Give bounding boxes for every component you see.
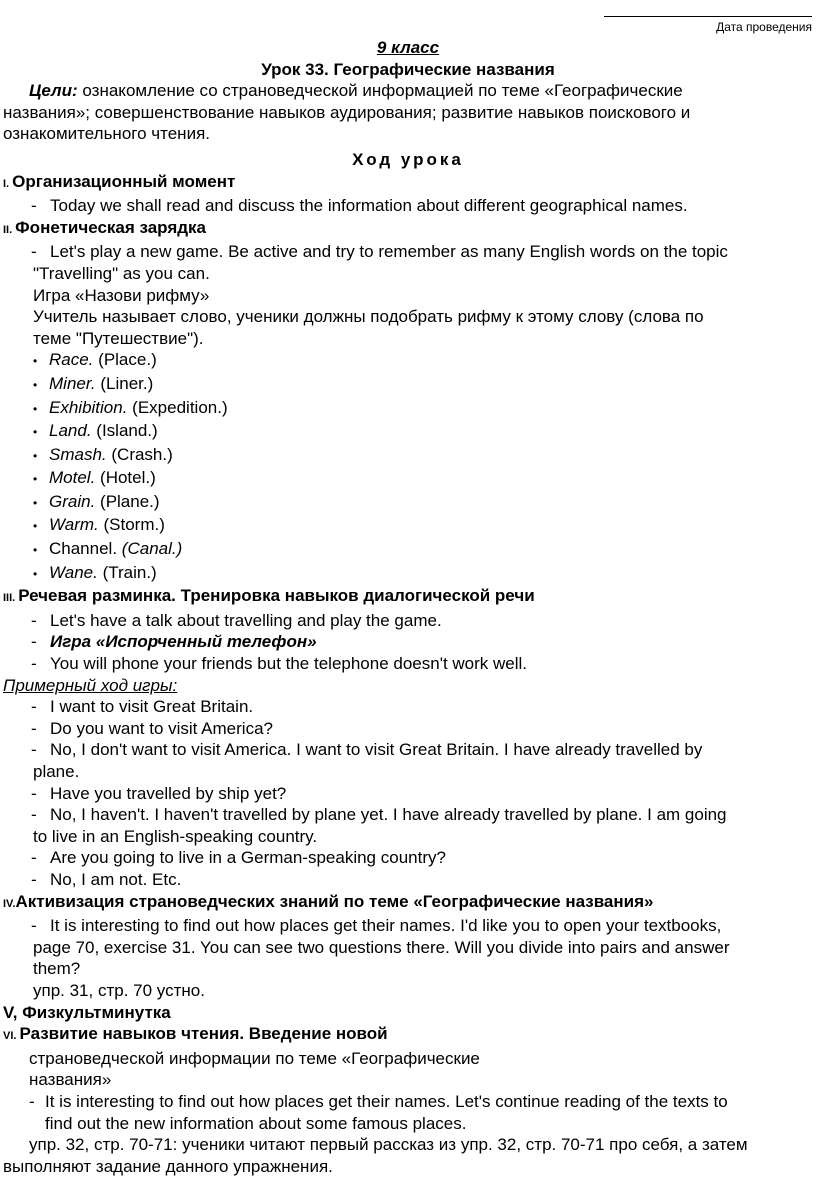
section-2-line-2: "Travelling" as you can. xyxy=(33,263,210,283)
rhyme-answer: (Island.) xyxy=(96,421,158,441)
goals-text-1: ознакомление со страноведческой информацией по теме «Географические xyxy=(77,81,683,101)
section-4-title: Активизация страноведческих знаний по теме «Географические названия» xyxy=(15,891,654,911)
grade-heading: 9 класс xyxy=(376,38,440,57)
section-4-number: IV. xyxy=(3,897,16,910)
rhyme-answer: (Plane.) xyxy=(100,491,160,511)
section-3-text-1: Let's have a talk about travelling and play the game. xyxy=(50,610,442,630)
game-desc-1: Учитель называет слово, ученики должны подобрать рифму к этому слову (слова по xyxy=(33,307,704,327)
dialog-line: - Do you want to visit America? xyxy=(31,718,273,738)
rhyme-item: • Land. (Island.) xyxy=(33,421,158,441)
section-2-title: Фонетическая зарядка xyxy=(15,217,207,237)
rhyme-answer: (Expedition.) xyxy=(132,397,228,417)
section-4-heading xyxy=(3,891,813,916)
goals-line-1 xyxy=(3,80,813,102)
rhyme-answer: (Storm.) xyxy=(103,515,165,535)
section-3-title: Речевая разминка. Тренировка навыков диалогической речи xyxy=(18,586,535,606)
dialog-line: - No, I haven't. I haven't travelled by plane yet. I have already travelled by plane. I am going xyxy=(31,805,727,825)
rhyme-word: Land. xyxy=(49,421,92,441)
rhyme-item: • Miner. (Liner.) xyxy=(33,373,154,393)
rhyme-word: Warm. xyxy=(49,515,99,535)
dialog-line: - No, I don't want to visit America. I want to visit Great Britain. I have already travelled by xyxy=(31,740,703,760)
section-6-line-1: - It is interesting to find out how places get their names. Let's continue reading of the texts to xyxy=(29,1091,728,1111)
rhyme-answer: (Canal.) xyxy=(121,539,183,559)
section-4-line-1: - It is interesting to find out how places get their names. I'd like you to open your textbooks, xyxy=(31,916,722,936)
dialog-text: Do you want to visit America? xyxy=(50,718,273,738)
rhyme-word: Wane. xyxy=(49,562,98,582)
section-3-line-2: - Игра «Испорченный телефон» xyxy=(31,632,317,652)
game-title: Игра «Назови рифму» xyxy=(33,285,210,305)
date-label: Дата проведения xyxy=(716,20,812,34)
rhyme-answer: (Place.) xyxy=(98,350,157,370)
date-underline xyxy=(604,16,812,17)
dialog-line: - I want to visit Great Britain. xyxy=(31,697,254,717)
section-1-text: Today we shall read and discuss the information about different geographical names. xyxy=(50,196,688,216)
rhyme-word: Grain. xyxy=(49,491,96,511)
section-6-title-2: страноведческой информации по теме «Географические xyxy=(29,1048,480,1068)
section-6-line-4: выполняют задание данного упражнения. xyxy=(3,1156,333,1176)
section-5-title: Физкультминутка xyxy=(22,1002,171,1022)
rhyme-item: • Smash. (Crash.) xyxy=(33,444,173,464)
section-3-text-3: You will phone your friends but the telephone doesn't work well. xyxy=(50,654,528,674)
section-2-heading xyxy=(3,217,813,242)
rhyme-list xyxy=(3,349,813,585)
section-6-heading xyxy=(3,1023,813,1048)
section-1-title: Организационный момент xyxy=(12,171,236,191)
game-desc-2: теме "Путешествие"). xyxy=(33,328,204,348)
section-4-line-2: page 70, exercise 31. You can see two questions there. Will you divide into pairs and answer xyxy=(33,937,730,957)
lesson-content xyxy=(3,37,813,1177)
rhyme-item: • Race. (Place.) xyxy=(33,350,157,370)
section-6-line-2: find out the new information about some famous places. xyxy=(45,1113,467,1133)
dialog-line-cont: plane. xyxy=(33,762,80,781)
dialog-text: No, I am not. Etc. xyxy=(50,869,182,889)
course-heading: Ход урока xyxy=(352,149,464,169)
goals-line-2: названия»; совершенствование навыков аудирования; развитие навыков поискового и xyxy=(3,102,691,122)
goals-line-3: ознакомительного чтения. xyxy=(3,124,210,144)
section-5-heading xyxy=(3,1002,813,1024)
rhyme-word: Miner. xyxy=(49,373,96,393)
dialog-text: No, I don't want to visit America. I want to visit Great Britain. I have already travelled by xyxy=(50,740,703,760)
goals-label: Цели: xyxy=(29,81,78,101)
section-6-text-1: It is interesting to find out how places get their names. Let's continue reading of the texts to xyxy=(45,1091,728,1111)
rhyme-answer: (Hotel.) xyxy=(100,468,156,488)
phone-game-title: Игра «Испорченный телефон» xyxy=(50,632,317,652)
section-2-number: II. xyxy=(3,223,13,236)
section-3-line-3: - You will phone your friends but the telephone doesn't work well. xyxy=(31,654,528,674)
rhyme-word: Motel. xyxy=(49,468,96,488)
sample-game-label: Примерный ход игры: xyxy=(3,675,178,695)
rhyme-answer: (Liner.) xyxy=(100,373,154,393)
lesson-title: Урок 33. Географические названия xyxy=(261,59,555,79)
rhyme-item: • Grain. (Plane.) xyxy=(33,491,160,511)
section-4-text-1: It is interesting to find out how places get their names. I'd like you to open your textbooks, xyxy=(50,916,722,936)
dialog-line: - Have you travelled by ship yet? xyxy=(31,783,287,803)
rhyme-word: Race. xyxy=(49,350,94,370)
section-1-line: - Today we shall read and discuss the information about different geographical names. xyxy=(31,196,688,216)
dialog-text: No, I haven't. I haven't travelled by plane yet. I have already travelled by plane. I am going xyxy=(50,805,727,825)
section-1-heading xyxy=(3,171,813,196)
dialog-text: Have you travelled by ship yet? xyxy=(50,783,287,803)
section-6-number: VI. xyxy=(3,1030,17,1043)
rhyme-item: • Channel. (Canal.) xyxy=(33,539,183,559)
section-1-number: I. xyxy=(3,177,10,190)
section-6-title-3: названия» xyxy=(29,1070,112,1090)
rhyme-answer: (Crash.) xyxy=(111,444,173,464)
rhyme-word: Channel. xyxy=(49,539,118,559)
section-2-line-1: - Let's play a new game. Be active and try to remember as many English words on the topic xyxy=(31,242,728,262)
section-6-title: Развитие навыков чтения. Введение новой xyxy=(19,1024,388,1044)
dialog-line: - No, I am not. Etc. xyxy=(31,869,182,889)
section-3-heading xyxy=(3,585,813,610)
section-3-number: III. xyxy=(3,592,16,605)
section-3-line-1: - Let's have a talk about travelling and play the game. xyxy=(31,610,442,630)
dialog-line-cont: to live in an English-speaking country. xyxy=(33,826,318,846)
section-5-number: V, xyxy=(3,1002,18,1022)
section-2-text-1: Let's play a new game. Be active and try to remember as many English words on the topic xyxy=(50,242,728,262)
rhyme-item: • Motel. (Hotel.) xyxy=(33,468,156,488)
section-6-line-3: упр. 32, стр. 70-71: ученики читают первый рассказ из упр. 32, стр. 70-71 про себя, а затем xyxy=(29,1135,748,1155)
rhyme-item: • Wane. (Train.) xyxy=(33,562,157,582)
rhyme-item: • Exhibition. (Expedition.) xyxy=(33,397,228,417)
dialog-text: I want to visit Great Britain. xyxy=(50,697,254,717)
rhyme-answer: (Train.) xyxy=(102,562,157,582)
rhyme-item: • Warm. (Storm.) xyxy=(33,515,165,535)
dialog-text: Are you going to live in a German-speaking country? xyxy=(50,848,446,868)
section-4-line-3: them? xyxy=(33,959,81,979)
dialog-line: - Are you going to live in a German-speaking country? xyxy=(31,848,446,868)
rhyme-word: Exhibition. xyxy=(49,397,128,417)
section-4-line-4: упр. 31, стр. 70 устно. xyxy=(33,980,205,1000)
rhyme-word: Smash. xyxy=(49,444,107,464)
